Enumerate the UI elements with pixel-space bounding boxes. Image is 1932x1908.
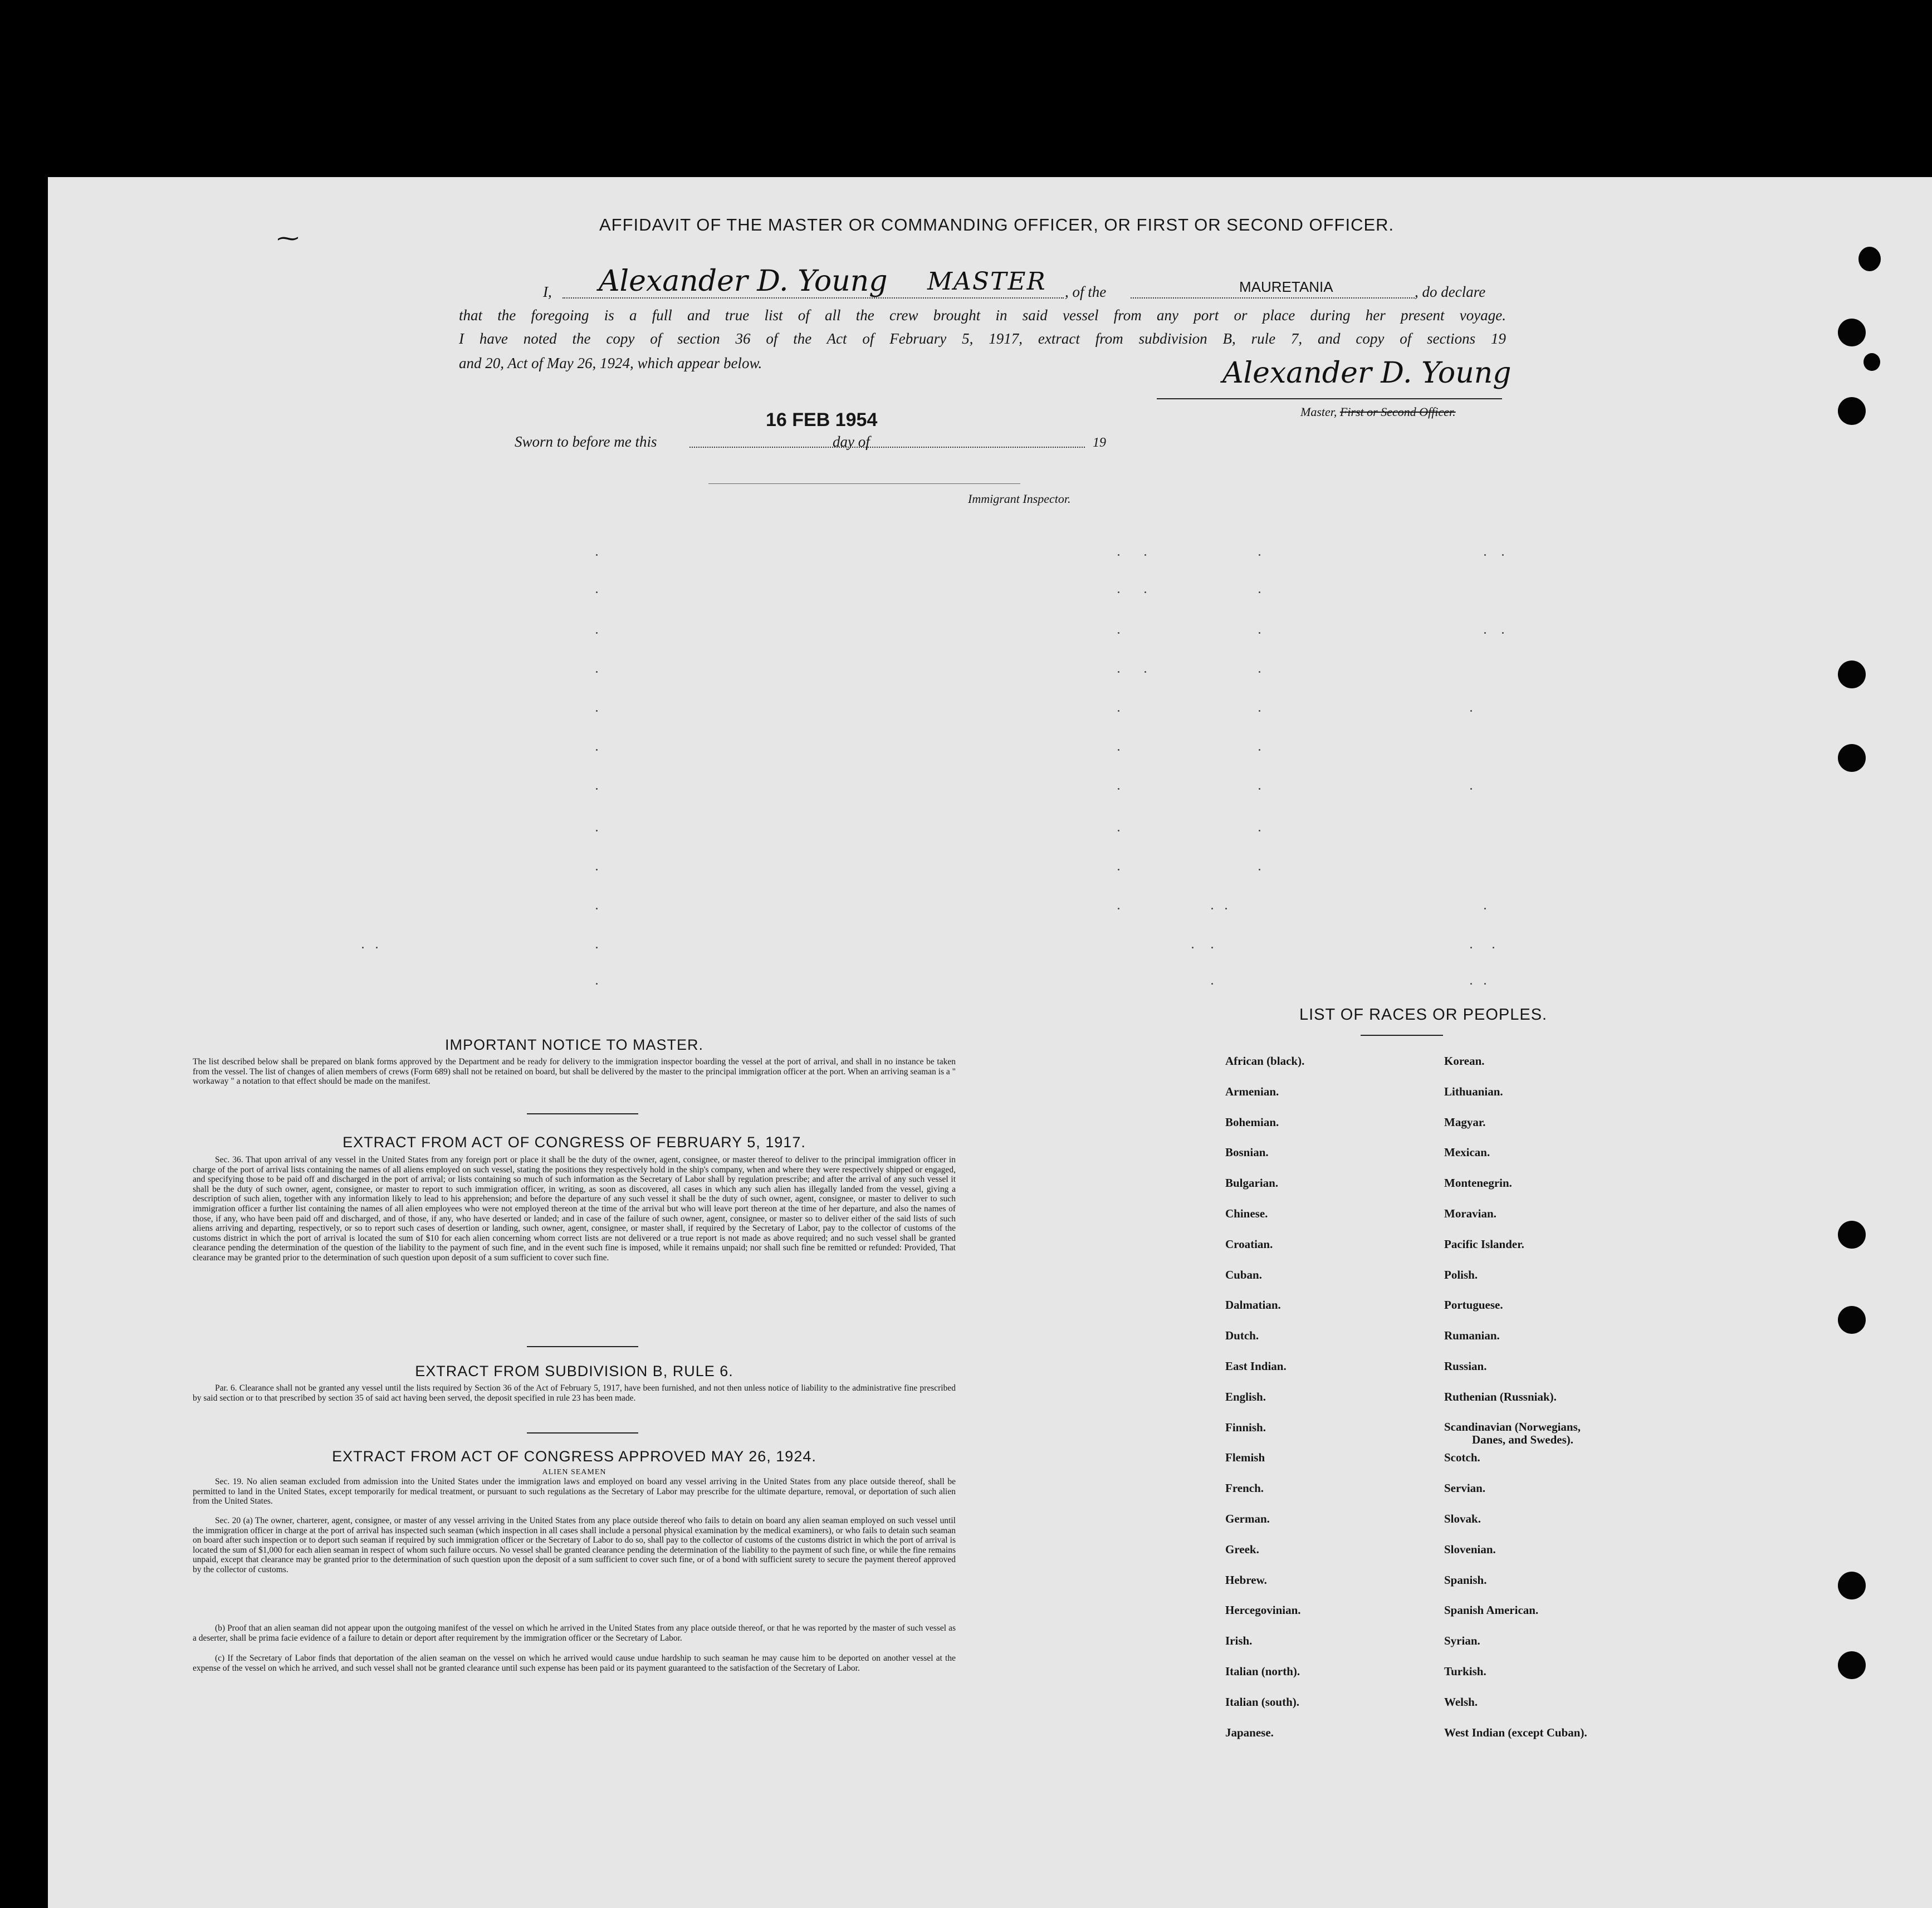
dot bbox=[1502, 554, 1504, 556]
dot bbox=[1259, 632, 1260, 634]
race-item: Magyar. bbox=[1444, 1115, 1486, 1129]
dot bbox=[1484, 908, 1486, 909]
race-item: Japanese. bbox=[1225, 1725, 1274, 1739]
notice-text: The list described below shall be prepared on blank forms approved by the Department and be ready for delivery to the immigration inspector boarding the vessel at the port of arrival, and shall in no instance be taken from the vessel. The list of changes of alien members of crews (Form 689) shall not be retained on board, but shall be delivered by the master to the principal immigration officer at the port. When an arriving seaman is a " workaway " a notation to that effect should be made on the manifest. bbox=[193, 1057, 956, 1087]
extract-1924-title: EXTRACT FROM ACT OF CONGRESS APPROVED MAY 26, 1924. bbox=[332, 1448, 816, 1465]
race-item: Cuban. bbox=[1225, 1268, 1262, 1281]
race-item: Flemish bbox=[1225, 1451, 1265, 1465]
race-item: Greek. bbox=[1225, 1542, 1259, 1556]
race-item: Finnish. bbox=[1225, 1420, 1266, 1434]
divider bbox=[527, 1432, 638, 1434]
dot bbox=[596, 554, 598, 556]
dot bbox=[362, 947, 364, 948]
alien-seamen-subtitle: ALIEN SEAMEN bbox=[542, 1468, 606, 1476]
race-item: Portuguese. bbox=[1444, 1298, 1503, 1312]
dot bbox=[1211, 983, 1213, 985]
handwritten-rank: MASTER bbox=[927, 267, 1046, 296]
vessel-name: MAURETANIA bbox=[1239, 278, 1333, 295]
race-item: Servian. bbox=[1444, 1481, 1486, 1495]
i-label: I, bbox=[543, 283, 552, 300]
race-item: Lithuanian. bbox=[1444, 1084, 1503, 1098]
race-item-line: Danes, and Swedes). bbox=[1472, 1432, 1574, 1446]
race-item: Ruthenian (Russniak). bbox=[1444, 1390, 1557, 1403]
dot bbox=[1192, 947, 1194, 948]
dot bbox=[1118, 710, 1119, 712]
dot bbox=[1118, 671, 1119, 673]
declaration-line-4: and 20, Act of May 26, 1924, which appear below. bbox=[459, 355, 762, 371]
dot bbox=[1259, 554, 1260, 556]
caption-struck: First or Second Officer. bbox=[1339, 405, 1456, 419]
race-item: Chinese. bbox=[1225, 1207, 1268, 1220]
binder-hole bbox=[1838, 319, 1866, 346]
race-item: Dalmatian. bbox=[1225, 1298, 1281, 1312]
dot bbox=[1259, 671, 1260, 673]
race-item bbox=[1444, 1421, 1581, 1446]
dot bbox=[376, 947, 378, 948]
sec-20b-text: (b) Proof that an alien seaman did not appear upon the outgoing manifest of the vessel on which he arrived in the United States from any place outside thereof, or that he was reported by the master of such vessel as a deserter, shall be prima facie evidence of a failure to detain or deport after requirement by the immigration officer or the Secretary of Labor. bbox=[193, 1623, 956, 1643]
dot bbox=[1259, 830, 1260, 831]
race-item: Pacific Islander. bbox=[1444, 1237, 1524, 1251]
dot bbox=[596, 710, 598, 712]
of-the-label: , of the bbox=[1065, 283, 1107, 300]
race-item: East Indian. bbox=[1225, 1359, 1287, 1373]
signature-caption bbox=[1300, 405, 1456, 419]
dot bbox=[1259, 869, 1260, 870]
binder-hole bbox=[1838, 1221, 1866, 1249]
binder-hole bbox=[1838, 744, 1866, 772]
extract-1917-title: EXTRACT FROM ACT OF CONGRESS OF FEBRUARY 5, 1917. bbox=[343, 1134, 806, 1151]
inspector-caption: Immigrant Inspector. bbox=[968, 492, 1071, 506]
race-item: Slovak. bbox=[1444, 1512, 1481, 1525]
race-item: Slovenian. bbox=[1444, 1542, 1496, 1556]
race-item: Bosnian. bbox=[1225, 1146, 1269, 1160]
dot bbox=[596, 788, 598, 790]
sworn-line bbox=[689, 447, 1085, 448]
binder-hole bbox=[1838, 661, 1866, 688]
race-item: Turkish. bbox=[1444, 1665, 1486, 1678]
day-of-label: day of bbox=[833, 433, 870, 450]
vessel-line bbox=[1131, 297, 1415, 299]
inspector-line bbox=[708, 483, 1020, 484]
dot bbox=[1259, 749, 1260, 751]
notice-title: IMPORTANT NOTICE TO MASTER. bbox=[444, 1036, 704, 1053]
race-item: Bohemian. bbox=[1225, 1115, 1279, 1129]
races-title: LIST OF RACES OR PEOPLES. bbox=[1299, 1006, 1548, 1024]
dot bbox=[1470, 947, 1472, 948]
dot bbox=[1470, 983, 1472, 985]
dot bbox=[1118, 749, 1119, 751]
date-stamp: 16 FEB 1954 bbox=[766, 409, 878, 430]
dot bbox=[1144, 591, 1146, 593]
dot bbox=[1225, 908, 1227, 909]
sec-19-text: Sec. 19. No alien seaman excluded from admission into the United States under the immigration laws and employed on board any vessel arriving in the United States from any place outside thereof, shall be permitted to land in the United States, except temporarily for medical treatment, or pursuant to such regulations as the Secretary of Labor may prescribe for the ultimate departure, removal, or deportation of such alien from the United States. bbox=[193, 1477, 956, 1506]
dot bbox=[1118, 869, 1119, 870]
dot bbox=[596, 908, 598, 909]
dot bbox=[1259, 710, 1260, 712]
race-item: Croatian. bbox=[1225, 1237, 1273, 1251]
race-item: Syrian. bbox=[1444, 1634, 1480, 1648]
sec-20a-text: Sec. 20 (a) The owner, charterer, agent, consignee, or master of any vessel arriving in the United States from any place outside thereof who fails to detain on board any alien seaman employed on such vessel until the immigration officer in charge at the port of arrival has inspected such seaman (which inspection in all cases shall include a personal physical examination by the medical examiners), or who fails to detain such seaman on board after such inspection or to deport such seaman if required by such immigration officer or the Secretary of Labor to do so, shall pay to the collector of customs of the customs district in which the port of arrival is located the sum of $1,000 for each alien seaman in respect of whom such failure occurs. No vessel shall be granted clearance pending the determination of the liability to the payment of such fine, or while the fine remains unpaid, except that clearance may be granted prior to the determination of such question upon the deposit of a sum sufficient to cover such fine, or of a bond with sufficient surety to secure the payment thereof approved by the collector of customs. bbox=[193, 1516, 956, 1574]
dot bbox=[1118, 788, 1119, 790]
race-item: Moravian. bbox=[1444, 1207, 1496, 1220]
dot bbox=[1493, 947, 1494, 948]
master-signature: Alexander D. Young bbox=[1222, 356, 1512, 390]
subdivision-b-title: EXTRACT FROM SUBDIVISION B, RULE 6. bbox=[415, 1363, 733, 1379]
dot bbox=[1484, 554, 1486, 556]
dot bbox=[596, 632, 598, 634]
dot bbox=[1118, 591, 1119, 593]
dot bbox=[1470, 788, 1472, 790]
dot bbox=[1211, 908, 1213, 909]
race-item: Rumanian. bbox=[1444, 1329, 1500, 1343]
dot bbox=[1118, 830, 1119, 831]
race-item: Hercegovinian. bbox=[1225, 1603, 1301, 1617]
race-item: Spanish. bbox=[1444, 1573, 1487, 1587]
race-item: Russian. bbox=[1444, 1359, 1487, 1373]
binder-hole bbox=[1838, 1306, 1866, 1334]
race-item: Hebrew. bbox=[1225, 1573, 1267, 1587]
divider bbox=[527, 1346, 638, 1347]
corner-mark: ⁓ bbox=[277, 226, 299, 251]
dot bbox=[1259, 591, 1260, 593]
race-item: Mexican. bbox=[1444, 1146, 1490, 1160]
race-item: Dutch. bbox=[1225, 1329, 1259, 1343]
dot bbox=[1484, 983, 1486, 985]
caption-master: Master, bbox=[1300, 405, 1337, 419]
race-item: African (black). bbox=[1225, 1054, 1305, 1068]
dot bbox=[596, 947, 598, 948]
race-item: Korean. bbox=[1444, 1054, 1485, 1068]
dot bbox=[1484, 632, 1486, 634]
race-item: German. bbox=[1225, 1512, 1270, 1525]
divider bbox=[527, 1113, 638, 1114]
dot bbox=[1211, 947, 1213, 948]
dot bbox=[1144, 554, 1146, 556]
binder-hole bbox=[1858, 247, 1881, 271]
do-declare-label: , do declare bbox=[1415, 283, 1486, 300]
dot bbox=[596, 749, 598, 751]
race-item: English. bbox=[1225, 1390, 1266, 1403]
year-label: 19 bbox=[1093, 436, 1106, 450]
dot bbox=[596, 869, 598, 870]
declaration-line-2: that the foregoing is a full and true list of all the crew brought in said vessel from any port or place during her present voyage. bbox=[459, 307, 1506, 324]
dot bbox=[1470, 710, 1472, 712]
dot bbox=[1118, 908, 1119, 909]
race-item: Irish. bbox=[1225, 1634, 1253, 1648]
race-item-line: Scandinavian (Norwegians, bbox=[1444, 1420, 1581, 1434]
race-item: Welsh. bbox=[1444, 1695, 1478, 1709]
sec-20c-text: (c) If the Secretary of Labor finds that deportation of the alien seaman on the vessel on which he arrived would cause undue hardship to such seaman he may cause him to be deported on another vessel at the expense of the vessel on which he arrived, and such vessel shall not be granted clearance until such expense has been paid or its payment guaranteed to the satisfaction of the Secretary of Labor. bbox=[193, 1653, 956, 1673]
race-item: Italian (south). bbox=[1225, 1695, 1300, 1709]
race-item: Armenian. bbox=[1225, 1084, 1279, 1098]
dot bbox=[1118, 554, 1119, 556]
binder-hole bbox=[1838, 1572, 1866, 1599]
race-item: French. bbox=[1225, 1481, 1264, 1495]
dot bbox=[596, 983, 598, 985]
dot bbox=[1259, 788, 1260, 790]
declaration-line-3: I have noted the copy of section 36 of the Act of February 5, 1917, extract from subdivision B, rule 7, and copy of sections 19 bbox=[459, 330, 1506, 347]
subdivision-b-text: Par. 6. Clearance shall not be granted any vessel until the lists required by Section 36 of the Act of February 5, 1917, have been furnished, and not then unless notice of liability to the administrative fine prescribed by said section or to that prescribed by section 35 of said act having been served, the deposit specified in rule 23 has been made. bbox=[193, 1383, 956, 1403]
dot bbox=[1118, 632, 1119, 634]
binder-hole bbox=[1838, 1651, 1866, 1679]
dot bbox=[1144, 671, 1146, 673]
extract-1917-text: Sec. 36. That upon arrival of any vessel in the United States from any foreign port or place it shall be the duty of the owner, agent, consignee, or master thereof to deliver to the principal immigration officer in charge of the port of arrival lists containing the names of all aliens employed on such vessel, stating the positions they respectively hold in the ship's company, when and where they were respectively shipped or engaged, and specifying those to be paid off and discharged in the port of arrival; or lists containing so much of such information as the Secretary of Labor shall by regulation prescribe; and after the arrival of any such vessel it shall be the duty of such owner, agent, consignee, or master to report to such immigration officer, in writing, as soon as discovered, all cases in which any such alien has illegally landed from the vessel, giving a description of such alien, together with any information likely to lead to his apprehension; and before the departure of any such vessel it shall be the duty of such owner, agent, consignee, or master to deliver to such immigration officer a further list containing the names of all alien employees who were not employed thereon at the time of the arrival but who will leave port thereon at the time of her departure, and also the names of those, if any, who have been paid off and discharged, and of those, if any, who have deserted or landed; and in case of the failure of such owner, agent, consignee, or master so to deliver either of the said lists of such aliens arriving and departing, respectively, or so to report such cases of desertion or landing, such owner, agent, consignee, or master shall, if required by the Secretary of Labor, pay to the collector of customs of the customs district in which the port of arrival is located the sum of $10 for each alien concerning whom correct lists are not delivered or a true report is not made as above required; and no such vessel shall be granted clearance pending the determination of the question of the liability to the payment of such fine, and in the event such fine is imposed, while it remains unpaid; nor shall such fine be remitted or refunded: Provided, That clearance may be granted prior to the determination of such question upon deposit of a sum sufficient to cover such fine. bbox=[193, 1155, 956, 1263]
race-item: West Indian (except Cuban). bbox=[1444, 1725, 1587, 1739]
race-item: Bulgarian. bbox=[1225, 1176, 1279, 1190]
binder-hole bbox=[1838, 397, 1866, 425]
dot bbox=[1502, 632, 1504, 634]
sworn-label: Sworn to before me this bbox=[515, 433, 657, 450]
race-item: Spanish American. bbox=[1444, 1603, 1539, 1617]
dot bbox=[596, 591, 598, 593]
race-item: Scotch. bbox=[1444, 1451, 1480, 1465]
dot bbox=[596, 671, 598, 673]
binder-hole bbox=[1863, 353, 1880, 371]
signature-line bbox=[1157, 398, 1502, 399]
races-divider bbox=[1361, 1035, 1443, 1036]
affidavit-title: AFFIDAVIT OF THE MASTER OR COMMANDING OFFICER, OR FIRST OR SECOND OFFICER. bbox=[599, 215, 1395, 234]
race-item: Italian (north). bbox=[1225, 1665, 1300, 1678]
handwritten-name: Alexander D. Young bbox=[599, 265, 888, 298]
race-item: Montenegrin. bbox=[1444, 1176, 1512, 1190]
race-item: Polish. bbox=[1444, 1268, 1478, 1281]
dot bbox=[596, 830, 598, 831]
